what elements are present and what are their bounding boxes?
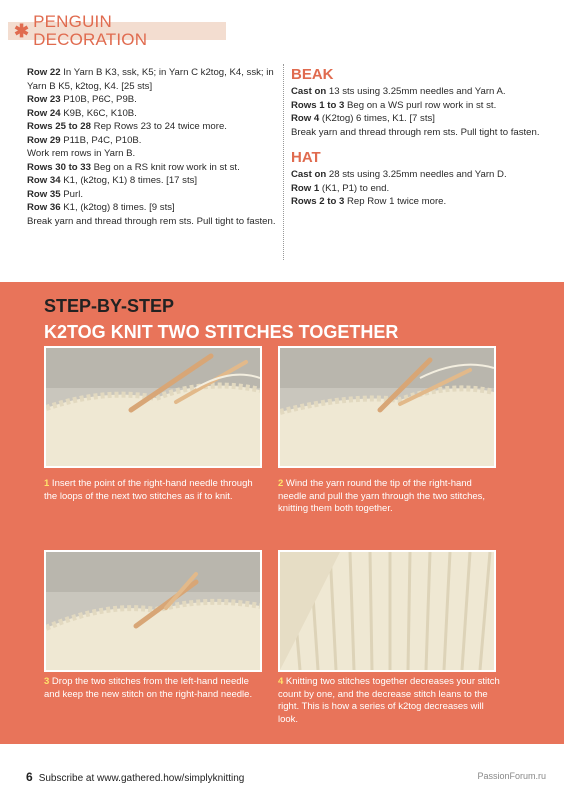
asterisk-icon: ✱ xyxy=(14,21,30,41)
step-3-caption xyxy=(44,676,266,701)
step-by-step-label: STEP-BY-STEP xyxy=(44,296,175,316)
beak-instructions xyxy=(291,85,541,139)
instruction-text: Break yarn and thread through rem sts. Pull tight to fasten. xyxy=(291,126,540,138)
pattern-column-left xyxy=(27,66,277,228)
instruction-line xyxy=(27,107,277,121)
instruction-text: P10B, P6C, P9B. xyxy=(60,94,137,105)
instruction-text: 13 sts using 3.25mm needles and Yarn A. xyxy=(326,86,506,97)
instruction-line xyxy=(27,188,277,202)
step-1-caption xyxy=(44,478,266,503)
technique-title-bold: K2TOG xyxy=(44,322,106,342)
instruction-row-label: Row 24 xyxy=(27,107,61,119)
instruction-text: K1, (k2tog, K1) 8 times. [17 sts] xyxy=(60,175,198,186)
instruction-line xyxy=(27,120,277,134)
instruction-row-label: Row 36 xyxy=(27,202,61,213)
page-number: 6 xyxy=(26,770,33,784)
instruction-row-label: Rows 1 to 3 xyxy=(291,99,345,111)
instruction-text: (K2tog) 6 times, K1. [7 sts] xyxy=(319,113,435,124)
instruction-line xyxy=(291,168,541,182)
instruction-row-label: Row 35 xyxy=(27,188,61,200)
instruction-line xyxy=(291,182,541,196)
instruction-line xyxy=(27,174,277,188)
hat-heading: HAT xyxy=(291,149,321,166)
instruction-text: Beg on a WS purl row work in st st. xyxy=(344,99,497,111)
instruction-row-label: Row 23 xyxy=(27,94,61,105)
instruction-text: Rep Rows 23 to 24 twice more. xyxy=(90,121,227,132)
instruction-line xyxy=(291,195,541,209)
step-1-text: Insert the point of the right-hand needle through the loops of the next two stitches as if to knit. xyxy=(44,478,253,502)
technique-title-rest: KNIT TWO STITCHES TOGETHER xyxy=(105,322,399,342)
instruction-line xyxy=(27,134,277,148)
page-header xyxy=(8,12,226,49)
instruction-text: Beg on a RS knit row work in st st. xyxy=(90,161,240,173)
step-4-number: 4 xyxy=(278,676,284,687)
step-1-number: 1 xyxy=(44,478,50,489)
instruction-text: K9B, K6C, K10B. xyxy=(60,107,137,119)
instruction-text: In Yarn B K3, ssk, K5; in Yarn C k2tog, K4, ssk; in Yarn B K5, k2tog, K4. [25 sts] xyxy=(27,67,274,92)
instruction-text: Rep Row 1 twice more. xyxy=(344,196,447,207)
step-1-photo xyxy=(44,346,262,468)
pattern-column-right xyxy=(291,66,541,209)
instruction-line xyxy=(27,93,277,107)
step-3-photo xyxy=(44,550,262,672)
step-2-photo xyxy=(278,346,496,468)
instruction-line xyxy=(291,85,541,99)
instruction-row-label: Rows 25 to 28 xyxy=(27,121,91,132)
instruction-line xyxy=(27,66,277,93)
step-4-text: Knitting two stitches together decreases your stitch count by one, and the decrease stitch leans to the right. This is how a series of k2tog decreases will look. xyxy=(278,676,500,725)
instruction-text: Break yarn and thread through rem sts. Pull tight to fasten. xyxy=(27,215,276,227)
instruction-line xyxy=(27,147,277,161)
instruction-line xyxy=(27,215,277,229)
instruction-row-label: Cast on xyxy=(291,86,327,97)
step-by-step-panel xyxy=(0,282,564,744)
instruction-row-label: Row 4 xyxy=(291,113,320,124)
column-divider xyxy=(283,64,284,260)
instruction-row-label: Row 29 xyxy=(27,134,61,146)
instruction-row-label: Cast on xyxy=(291,169,327,180)
instruction-line xyxy=(291,126,541,140)
step-3-number: 3 xyxy=(44,676,50,687)
instruction-row-label: Row 34 xyxy=(27,175,61,186)
step-3-text: Drop the two stitches from the left-hand needle and keep the new stitch on the right-hand needle. xyxy=(44,676,253,700)
hat-instructions xyxy=(291,168,541,209)
instruction-text: K1, (k2tog) 8 times. [9 sts] xyxy=(60,202,175,213)
step-2-number: 2 xyxy=(278,478,284,489)
instruction-line xyxy=(291,112,541,126)
page-footer xyxy=(26,770,244,784)
step-2-caption xyxy=(278,478,500,516)
subscribe-text: Subscribe at www.gathered.how/simplyknitting xyxy=(38,773,245,784)
beak-heading: BEAK xyxy=(291,66,334,83)
instruction-row-label: Rows 2 to 3 xyxy=(291,196,345,207)
instruction-row-label: Rows 30 to 33 xyxy=(27,161,91,173)
page-title: PENGUIN DECORATION xyxy=(33,12,148,49)
instruction-row-label: Row 22 xyxy=(27,67,61,78)
instruction-line xyxy=(27,161,277,175)
watermark: PassionForum.ru xyxy=(477,771,546,781)
instruction-text: 28 sts using 3.25mm needles and Yarn D. xyxy=(326,169,507,180)
step-2-text: Wind the yarn round the tip of the right-hand needle and pull the yarn through the two stitches, knitting them both together. xyxy=(278,478,486,514)
instruction-text: Purl. xyxy=(60,188,83,200)
instruction-text: (K1, P1) to end. xyxy=(319,182,390,194)
instruction-row-label: Row 1 xyxy=(291,182,320,194)
instruction-line xyxy=(27,201,277,215)
instruction-text: Work rem rows in Yarn B. xyxy=(27,148,136,159)
technique-title xyxy=(44,322,398,343)
step-4-caption xyxy=(278,676,500,726)
instruction-line xyxy=(291,99,541,113)
instruction-text: P11B, P4C, P10B. xyxy=(60,134,142,146)
step-4-photo xyxy=(278,550,496,672)
